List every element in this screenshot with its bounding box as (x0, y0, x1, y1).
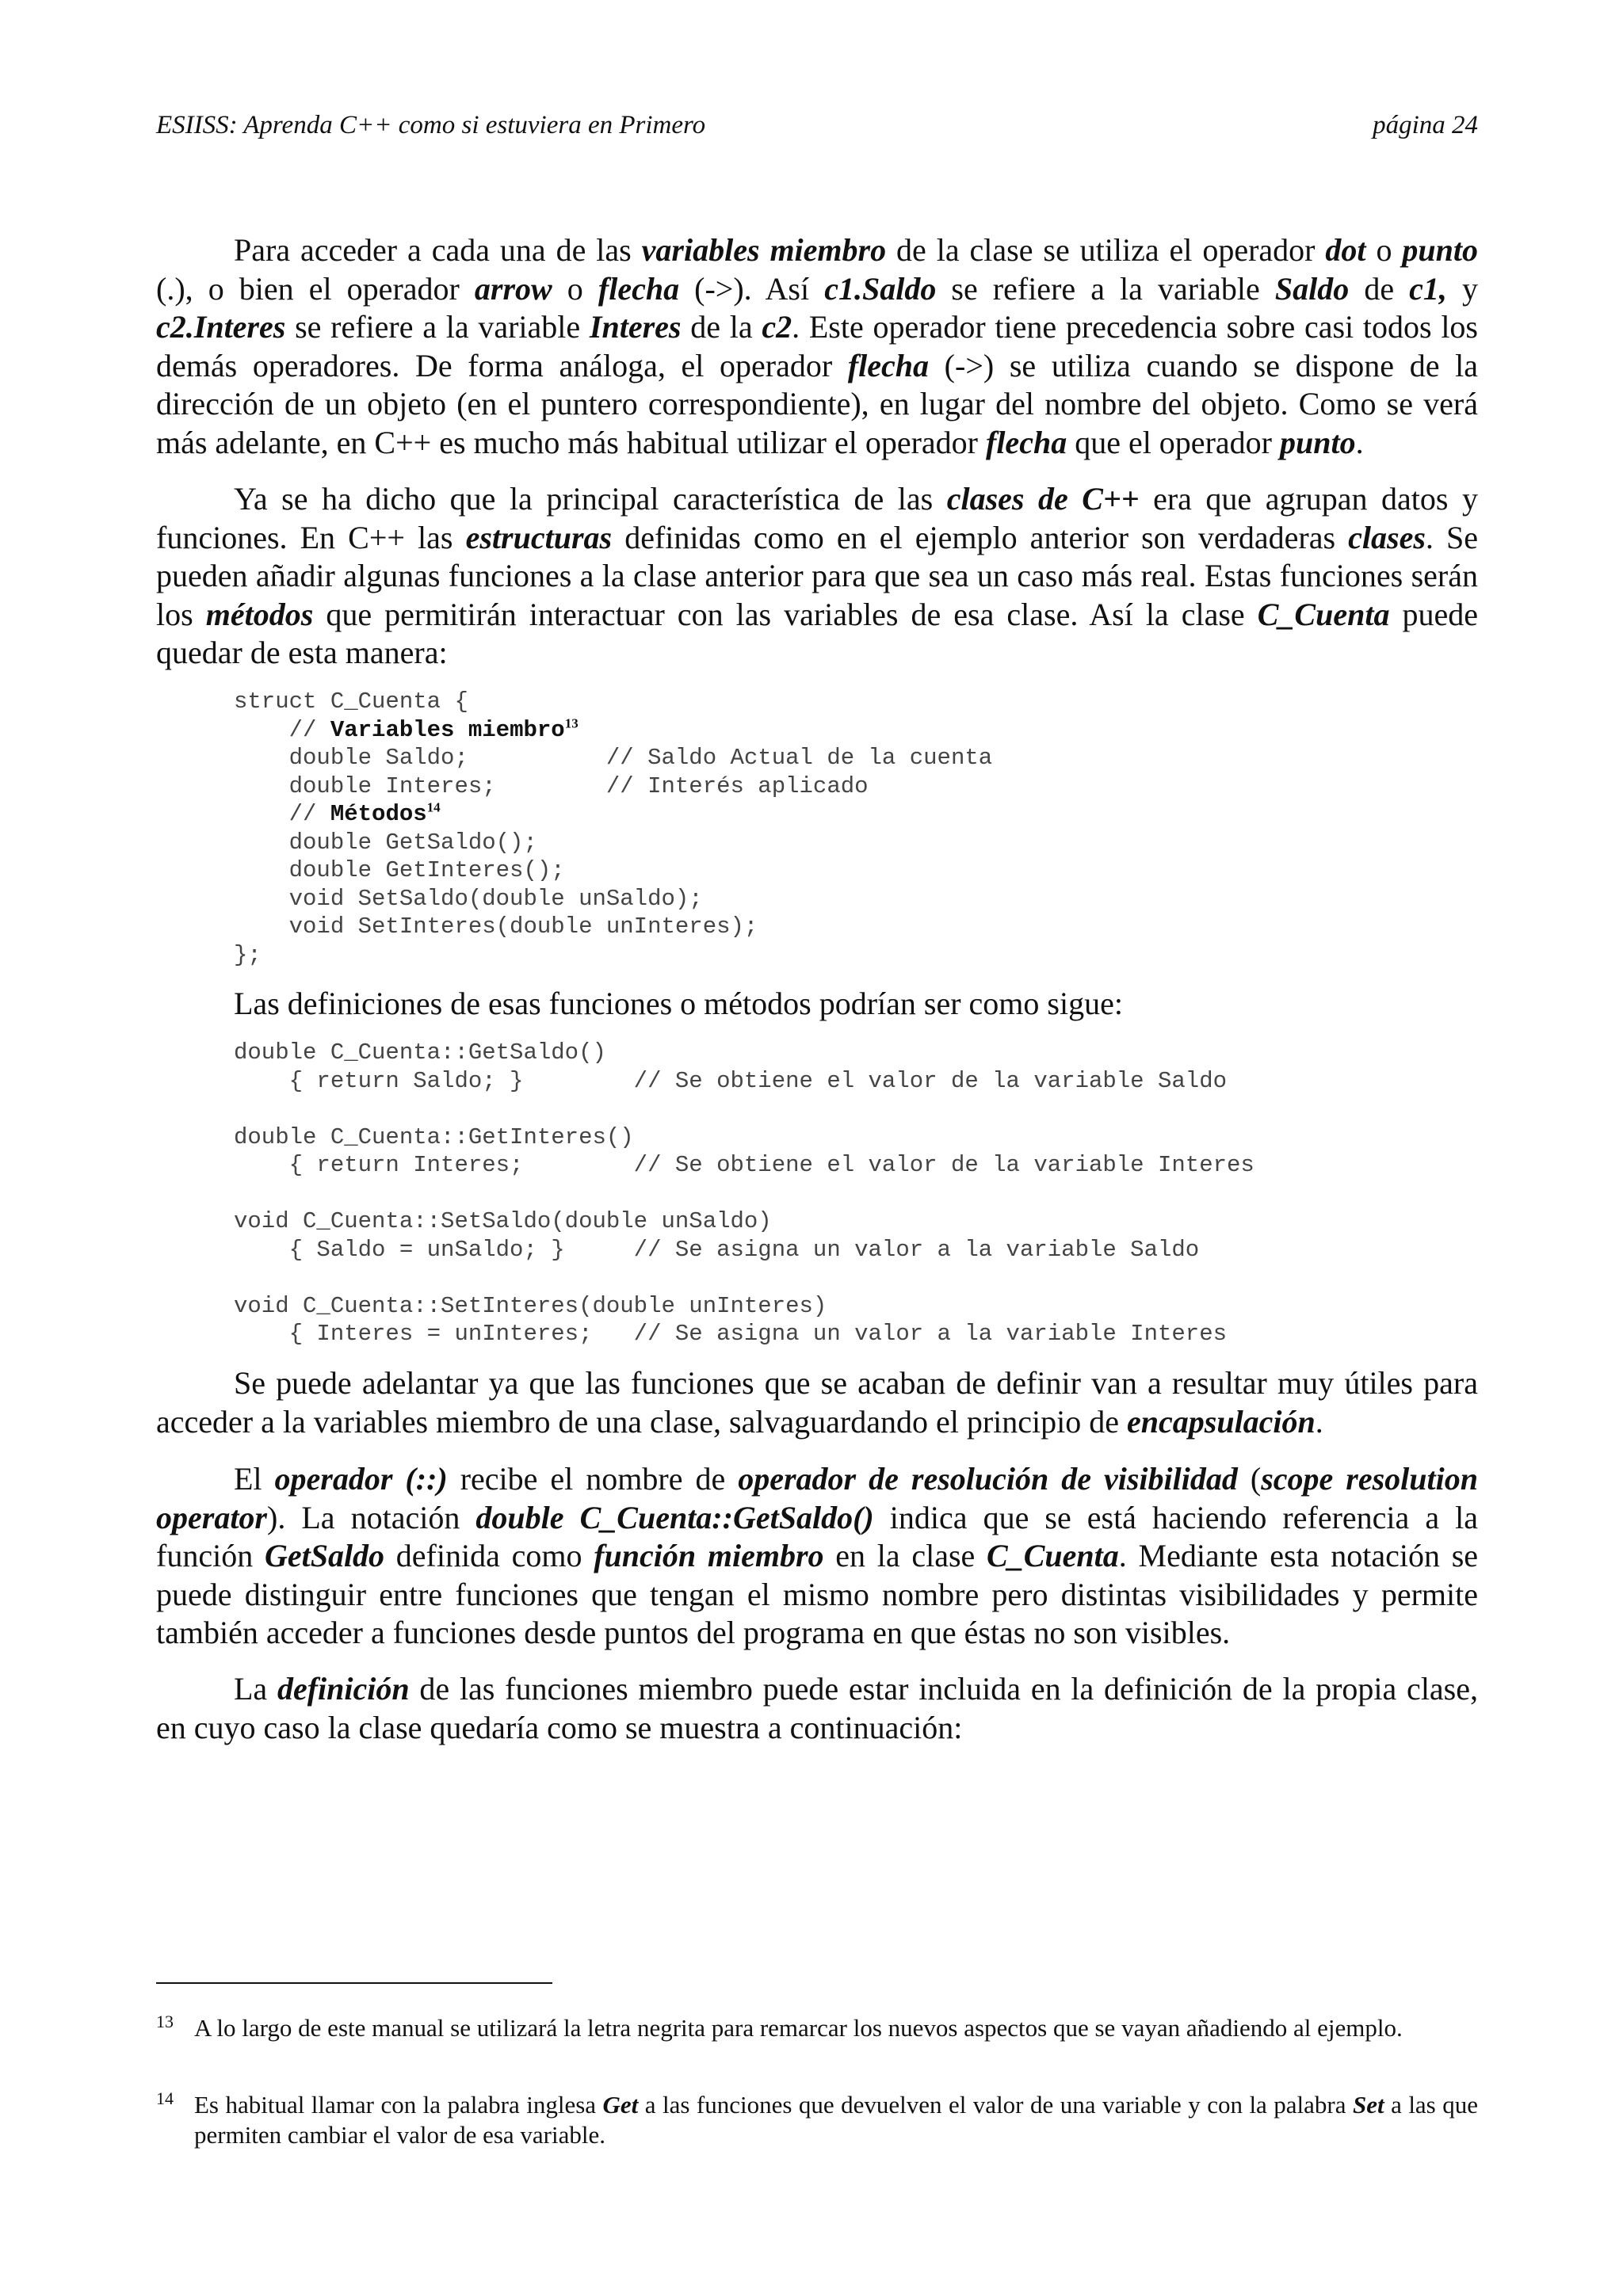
bold-term: Métodos (330, 801, 427, 827)
code-line: void SetInteres(double unInteres); (234, 913, 758, 940)
paragraph-encapsulation (156, 1364, 1478, 1441)
paragraph-text: Ya se ha dicho que la principal característica de las clases de C++ era que agrupan datos y funciones. En C++ las estructuras definidas como en el ejemplo anterior son verdaderas clases. Se pueden añadir algunas funciones a la clase anterior para que sea un caso más real. Estas funciones serán los métodos que permitirán interactuar con las variables de esa clase. Así la clase C_Cuenta puede quedar de esta manera: (156, 481, 1479, 670)
footnote-ref: 13 (564, 715, 579, 730)
emphasis-term: función miembro (594, 1538, 824, 1573)
emphasis-term: c2 (762, 309, 792, 345)
emphasis-term: C_Cuenta (1257, 596, 1390, 632)
emphasis-term: Saldo (1274, 270, 1350, 307)
code-line: double GetInteres(); (234, 857, 565, 883)
emphasis-term: flecha (847, 347, 930, 383)
code-line: struct C_Cuenta { (234, 688, 468, 715)
code-line: // Métodos$^{14}$ (234, 799, 441, 827)
code-line: }; (234, 941, 262, 968)
emphasis-term: definición (277, 1671, 410, 1707)
code-line: // Variables miembro$^{13}$ (234, 715, 579, 743)
emphasis-term: encapsulación (1127, 1403, 1316, 1440)
emphasis-term: métodos (205, 596, 314, 632)
emphasis-term: dot (1325, 232, 1366, 268)
code-line: double GetSaldo(); (234, 829, 537, 856)
emphasis-term: punto (1402, 232, 1479, 268)
code-line: void SetSaldo(double unSaldo); (234, 885, 703, 912)
footnote-number: 14 (156, 2088, 174, 2108)
emphasis-term: c2.Interes (156, 309, 286, 345)
code-line: { return Saldo; } // Se obtiene el valor de la variable Saldo (234, 1067, 1228, 1094)
code-line: void C_Cuenta::SetInteres(double unInteres) (234, 1292, 827, 1319)
emphasis-term: variables miembro (641, 232, 887, 268)
emphasis-term: c1.Saldo (824, 270, 937, 307)
paragraph-text: Para acceder a cada una de las variables miembro de la clase se utiliza el operador dot o punto (.), o bien el operador arrow o flecha (->). Así c1.Saldo se refiere a la variable Saldo de c1, y c2.Interes se refiere a la variable Interes de la c2. Este operador tiene precedencia sobre casi todos los demás operadores. De forma análoga, el operador flecha (->) se utiliza cuando se dispone de la dirección de un objeto (en el puntero correspondiente), en lugar del nombre del objeto. Como se verá más adelante, en C++ es mucho más habitual utilizar el operador flecha que el operador punto. (156, 232, 1479, 460)
code-line: void C_Cuenta::SetSaldo(double unSaldo) (234, 1208, 772, 1234)
code-line: double C_Cuenta::GetInteres() (234, 1123, 634, 1150)
page-number: página 24 (1373, 111, 1478, 139)
paragraph-text: La definición de las funciones miembro puede estar incluida en la definición de la propia clase, en cuyo caso la clase quedaría como se muestra a continuación: (156, 1671, 1479, 1745)
emphasis-term: arrow (474, 270, 552, 307)
paragraph-text: Las definiciones de esas funciones o métodos podrían ser como sigue: (234, 986, 1123, 1021)
paragraph-scope-resolution (156, 1460, 1478, 1653)
emphasis-term: clases de C++ (946, 481, 1140, 517)
footnote-ref: 14 (426, 799, 441, 815)
paragraph-text: El operador (::) recibe el nombre de operador de resolución de visibilidad (scope resolution operator). La notación double C_Cuenta::GetSaldo() indica que se está haciendo referencia a la función GetSaldo definida como función miembro en la clase C_Cuenta. Mediante esta notación se puede distinguir entre funciones que tengan el mismo nombre pero distintas visibilidades y permite también acceder a funciones desde puntos del programa en que éstas no son visibles. (156, 1461, 1479, 1650)
emphasis-term: Interes (589, 309, 682, 345)
paragraph-method-definitions-intro (156, 985, 1478, 1024)
code-line: double Saldo; // Saldo Actual de la cuenta (234, 745, 993, 771)
emphasis-term: flecha (598, 270, 680, 307)
footnote-text: Es habitual llamar con la palabra inglesa Get a las funciones que devuelven el valor de una variable y con la palabra Set a las que permiten cambiar el valor de esa variable. (194, 2091, 1478, 2149)
emphasis-term: C_Cuenta (987, 1538, 1119, 1573)
paragraph-inline-definition (156, 1670, 1478, 1747)
footnote-divider (156, 1982, 552, 1984)
paragraph-class-methods (156, 480, 1478, 673)
emphasis-term: estructuras (465, 519, 613, 555)
code-block-method-definitions (234, 1039, 1254, 1348)
emphasis-term: operador (::) (274, 1461, 448, 1497)
footnote-text: A lo largo de este manual se utilizará la letra negrita para remarcar los nuevos aspectos que se vayan añadiendo al ejemplo. (194, 2014, 1403, 2042)
emphasis-term: GetSaldo (264, 1538, 385, 1573)
emphasis-term: clases (1348, 519, 1426, 555)
code-line: { return Interes; // Se obtiene el valor de la variable Interes (234, 1152, 1254, 1178)
emphasis-term: scope resolution operator (156, 1461, 1478, 1535)
code-line: double Interes; // Interés aplicado (234, 772, 869, 799)
paragraph-text: Se puede adelantar ya que las funciones que se acaban de definir van a resultar muy útiles para acceder a la variables miembro de una clase, salvaguardando el principio de encapsulación. (156, 1365, 1478, 1440)
running-header-title: ESIISS: Aprenda C++ como si estuviera en Primero (156, 111, 706, 139)
emphasis-term: flecha (986, 424, 1067, 460)
code-block-struct-declaration (234, 688, 992, 969)
code-line: { Interes = unInteres; // Se asigna un valor a la variable Interes (234, 1321, 1228, 1347)
emphasis-term: operador de resolución de visibilidad (738, 1461, 1238, 1497)
emphasis-term: double C_Cuenta::GetSaldo() (475, 1499, 874, 1535)
bold-term: Variables miembro (330, 716, 565, 743)
emphasis-term: Set (1352, 2091, 1384, 2119)
footnote-number: 13 (156, 2012, 174, 2031)
emphasis-term: c1, (1409, 270, 1447, 307)
emphasis-term: Get (602, 2091, 639, 2119)
paragraph-member-access (156, 231, 1478, 462)
code-line: { Saldo = unSaldo; } // Se asigna un valor a la variable Saldo (234, 1236, 1200, 1263)
code-line: double C_Cuenta::GetSaldo() (234, 1039, 606, 1066)
emphasis-term: punto (1279, 424, 1356, 460)
